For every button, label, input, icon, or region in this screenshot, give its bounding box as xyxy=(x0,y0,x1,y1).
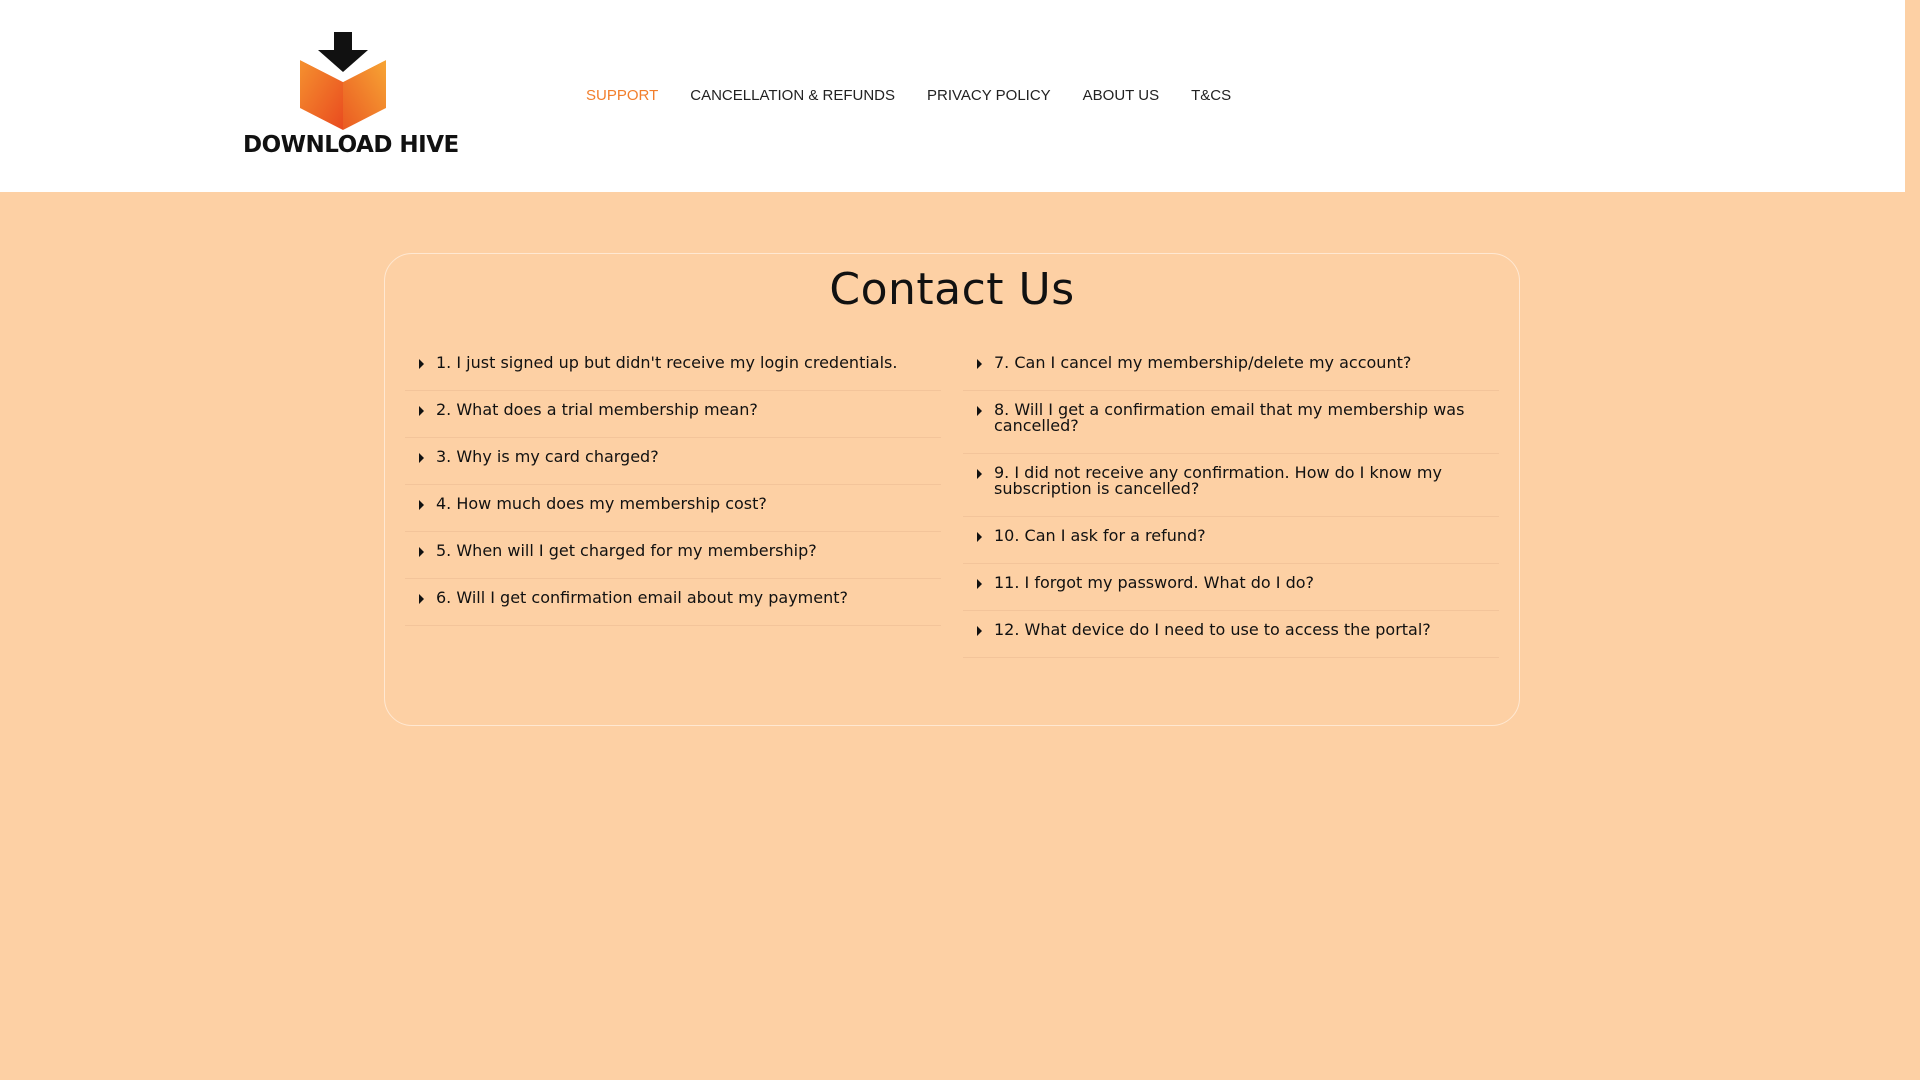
faq-question: 7. Can I cancel my membership/delete my account? xyxy=(994,353,1412,372)
faq-question: 5. When will I get charged for my membership? xyxy=(436,541,817,560)
nav-about-us[interactable]: ABOUT US xyxy=(1082,86,1160,104)
faq-question: 1. I just signed up but didn't receive my login credentials. xyxy=(436,353,898,372)
caret-right-icon xyxy=(419,500,424,510)
faq-item-11[interactable] xyxy=(963,564,1499,611)
faq-column-left xyxy=(405,344,941,626)
caret-right-icon xyxy=(419,594,424,604)
nav-tcs[interactable]: T&CS xyxy=(1191,86,1232,104)
faq-question: 12. What device do I need to use to access the portal? xyxy=(994,620,1431,639)
caret-right-icon xyxy=(977,579,982,589)
logo-wordmark: DOWNLOAD HIVE xyxy=(243,132,459,158)
caret-right-icon xyxy=(419,453,424,463)
logo[interactable] xyxy=(243,30,459,160)
faq-item-3[interactable] xyxy=(405,438,941,485)
caret-right-icon xyxy=(419,406,424,416)
site-header xyxy=(0,0,1905,192)
caret-right-icon xyxy=(977,406,982,416)
faq-question: 9. I did not receive any confirmation. How do I know my subscription is cancelled? xyxy=(994,463,1442,498)
faq-item-6[interactable] xyxy=(405,579,941,626)
download-hive-logo-icon xyxy=(300,30,386,130)
page-title: Contact Us xyxy=(829,264,1075,315)
faq-item-4[interactable] xyxy=(405,485,941,532)
main-nav xyxy=(570,84,1247,106)
faq-item-1[interactable] xyxy=(405,344,941,391)
faq-item-10[interactable] xyxy=(963,517,1499,564)
caret-right-icon xyxy=(977,626,982,636)
faq-column-right xyxy=(963,344,1499,658)
caret-right-icon xyxy=(977,469,982,479)
faq-question: 8. Will I get a confirmation email that my membership was cancelled? xyxy=(994,400,1465,435)
contact-faq-card xyxy=(384,253,1520,726)
faq-item-5[interactable] xyxy=(405,532,941,579)
faq-question: 4. How much does my membership cost? xyxy=(436,494,767,513)
nav-cancellation-refunds[interactable]: CANCELLATION & REFUNDS xyxy=(690,86,896,104)
faq-item-9[interactable] xyxy=(963,454,1499,517)
faq-item-12[interactable] xyxy=(963,611,1499,658)
caret-right-icon xyxy=(419,359,424,369)
faq-question: 2. What does a trial membership mean? xyxy=(436,400,758,419)
faq-item-2[interactable] xyxy=(405,391,941,438)
caret-right-icon xyxy=(419,547,424,557)
faq-question: 3. Why is my card charged? xyxy=(436,447,659,466)
nav-support[interactable]: SUPPORT xyxy=(586,86,659,104)
faq-item-8[interactable] xyxy=(963,391,1499,454)
faq-question: 11. I forgot my password. What do I do? xyxy=(994,573,1315,592)
nav-privacy-policy[interactable]: PRIVACY POLICY xyxy=(927,86,1051,104)
faq-question: 10. Can I ask for a refund? xyxy=(994,526,1206,545)
caret-right-icon xyxy=(977,532,982,542)
caret-right-icon xyxy=(977,359,982,369)
faq-question: 6. Will I get confirmation email about my payment? xyxy=(436,588,848,607)
faq-item-7[interactable] xyxy=(963,344,1499,391)
